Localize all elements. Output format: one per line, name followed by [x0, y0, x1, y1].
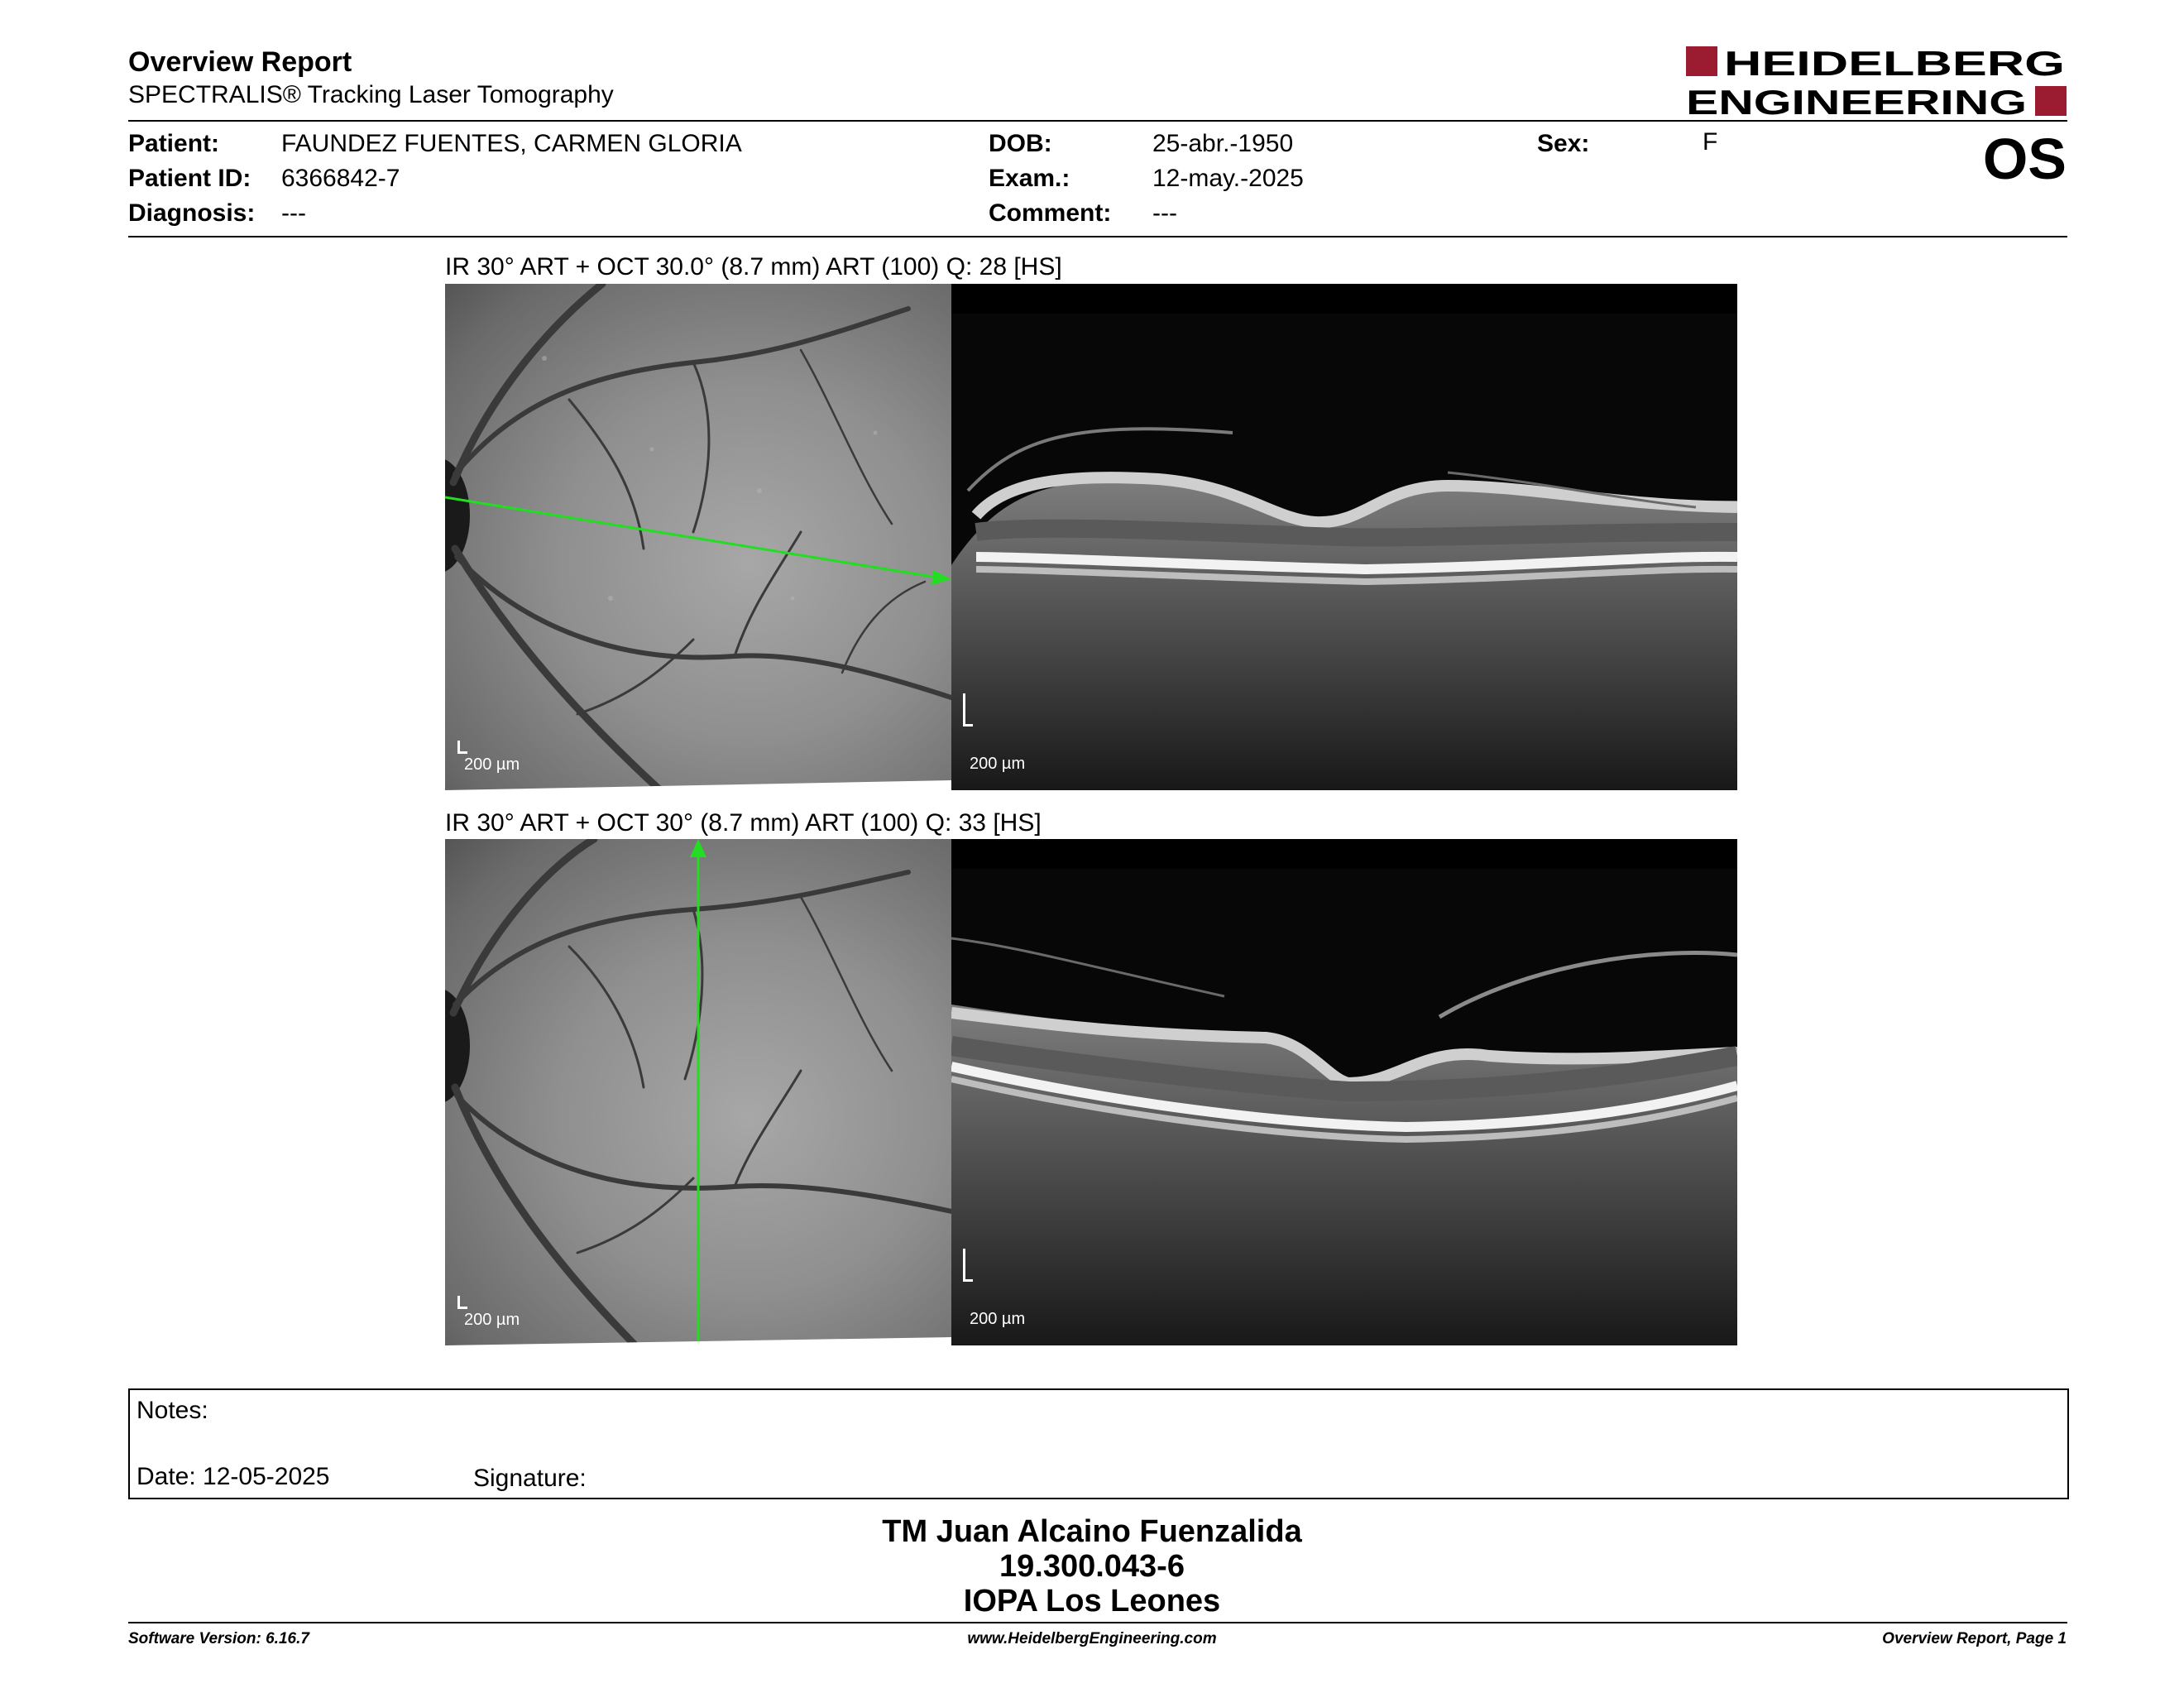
scan-2-title: IR 30° ART + OCT 30° (8.7 mm) ART (100) Q: 33 [HS]	[445, 809, 1042, 837]
page-number: Overview Report, Page 1	[1882, 1630, 2067, 1647]
scan-2-fundus-image[interactable]: 200 µm	[445, 839, 951, 1345]
eye-indicator: OS	[1982, 127, 2067, 191]
scan-1-panel	[445, 284, 1737, 790]
scan-2-panel	[445, 839, 1737, 1345]
sex-value: F	[1703, 128, 1718, 156]
patient-name: FAUNDEZ FUENTES, CARMEN GLORIA	[281, 130, 742, 157]
dob-value: 25-abr.-1950	[1152, 130, 1294, 157]
patient-divider	[128, 236, 2067, 237]
diagnosis-value: ---	[281, 199, 306, 227]
report-subtitle: SPECTRALIS® Tracking Laser Tomography	[128, 81, 614, 108]
footer-divider	[128, 1622, 2067, 1623]
signatory-name: TM Juan Alcaino Fuenzalida	[882, 1514, 1302, 1549]
scan-1-oct-bscan[interactable]: 200 µm	[951, 284, 1737, 790]
software-version: Software Version: 6.16.7	[128, 1630, 309, 1647]
patient-label: Patient:	[128, 130, 220, 157]
website-link[interactable]: www.HeidelbergEngineering.com	[967, 1630, 1217, 1647]
comment-label: Comment:	[989, 199, 1112, 227]
dob-label: DOB:	[989, 130, 1052, 157]
signatory-institution: IOPA Los Leones	[963, 1584, 1221, 1618]
report-title: Overview Report	[128, 46, 352, 78]
header-divider	[128, 120, 2067, 122]
sex-label: Sex:	[1537, 130, 1590, 157]
logo-line1: HEIDELBERG	[1724, 45, 2065, 83]
comment-value: ---	[1152, 199, 1177, 227]
scan-2-oct-bscan[interactable]: 200 µm	[951, 839, 1737, 1345]
scan-1-scan-line	[445, 497, 938, 578]
logo-line2: ENGINEERING	[1686, 83, 2027, 117]
heidelberg-logo	[1686, 45, 2067, 117]
scan-1-arrow-icon	[932, 570, 951, 585]
notes-signature-label: Signature:	[473, 1465, 587, 1492]
exam-label: Exam.:	[989, 165, 1070, 192]
signatory-id: 19.300.043-6	[999, 1549, 1185, 1584]
patient-id: 6366842-7	[281, 165, 400, 192]
patient-id-label: Patient ID:	[128, 165, 251, 192]
notes-box[interactable]	[128, 1388, 2069, 1499]
diagnosis-label: Diagnosis:	[128, 199, 256, 227]
notes-date: Date: 12-05-2025	[136, 1463, 330, 1490]
scan-1-fundus-image[interactable]: 200 µm	[445, 284, 951, 790]
notes-label: Notes:	[136, 1397, 208, 1424]
exam-value: 12-may.-2025	[1152, 165, 1304, 192]
scan-1-title: IR 30° ART + OCT 30.0° (8.7 mm) ART (100) Q: 28 [HS]	[445, 253, 1062, 281]
scan-2-arrow-icon	[690, 839, 706, 857]
